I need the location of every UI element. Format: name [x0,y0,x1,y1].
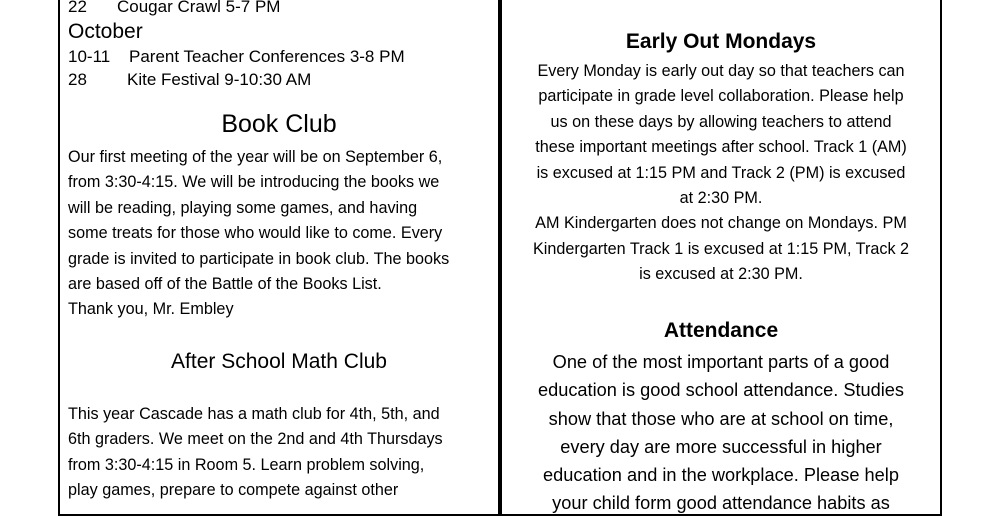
attendance-line: education and in the workplace. Please help [543,465,899,486]
attendance-line: One of the most important parts of a good [552,352,890,372]
book-club-line: grade is invited to participate in book club. The books [68,249,450,268]
math-club-line: 6th graders. We meet on the 2nd and 4th Thursdays [68,430,443,449]
calendar-item-event: Kite Festival 9-10:30 AM [127,70,312,89]
book-club-line: some treats for those who would like to come. Every [68,224,443,243]
early-out-line: AM Kindergarten does not change on Mondays. PM [535,214,907,233]
month-heading-october: October [68,20,143,43]
early-out-line: at 2:30 PM. [679,189,763,208]
book-club-line: from 3:30-4:15. We will be introducing the books we [68,173,440,192]
math-club-line: from 3:30-4:15 in Room 5. Learn problem solving, [68,455,425,474]
calendar-item [68,47,405,67]
calendar-item-event: Cougar Crawl 5-7 PM [117,0,281,16]
early-out-heading: Early Out Mondays [625,30,817,53]
early-out-line: participate in grade level collaboration. Please help [538,87,904,106]
book-club-line: are based off of the Battle of the Books List. [68,275,382,294]
calendar-item-day: 22 [68,0,87,16]
attendance-line: your child form good attendance habits as [552,493,890,514]
book-club-signature: Thank you, Mr. Embley [68,300,234,319]
early-out-line: is excused at 2:30 PM. [639,265,803,284]
early-out-line: is excused at 1:15 PM and Track 2 (PM) is excused [536,163,906,182]
early-out-line: Kindergarten Track 1 is excused at 1:15 PM, Track 2 [532,239,910,258]
math-club-heading: After School Math Club [171,350,387,373]
calendar-item [68,70,312,90]
calendar-item-day: 28 [68,70,87,89]
math-club-line: This year Cascade has a math club for 4th, 5th, and [68,405,440,423]
calendar-item-event: Parent Teacher Conferences 3-8 PM [129,47,405,66]
attendance-line: education is good school attendance. Studies [537,380,905,401]
early-out-line: us on these days by allowing teachers to attend [550,112,892,131]
attendance-line: every day are more successful in higher [560,436,882,457]
early-out-line: Every Monday is early out day so that teachers can [537,62,905,80]
math-club-line: play games, prepare to compete against other [68,481,399,500]
book-club-heading: Book Club [221,110,337,138]
attendance-heading: Attendance [663,319,779,342]
book-club-line: Our first meeting of the year will be on September 6, [68,148,443,166]
book-club-line: will be reading, playing some games, and having [68,198,418,217]
attendance-line: show that those who are at school on time, [548,408,894,429]
early-out-line: these important meetings after school. Track 1 (AM) [535,138,907,157]
calendar-item [68,0,281,17]
calendar-item-day: 10-11 [68,47,111,66]
